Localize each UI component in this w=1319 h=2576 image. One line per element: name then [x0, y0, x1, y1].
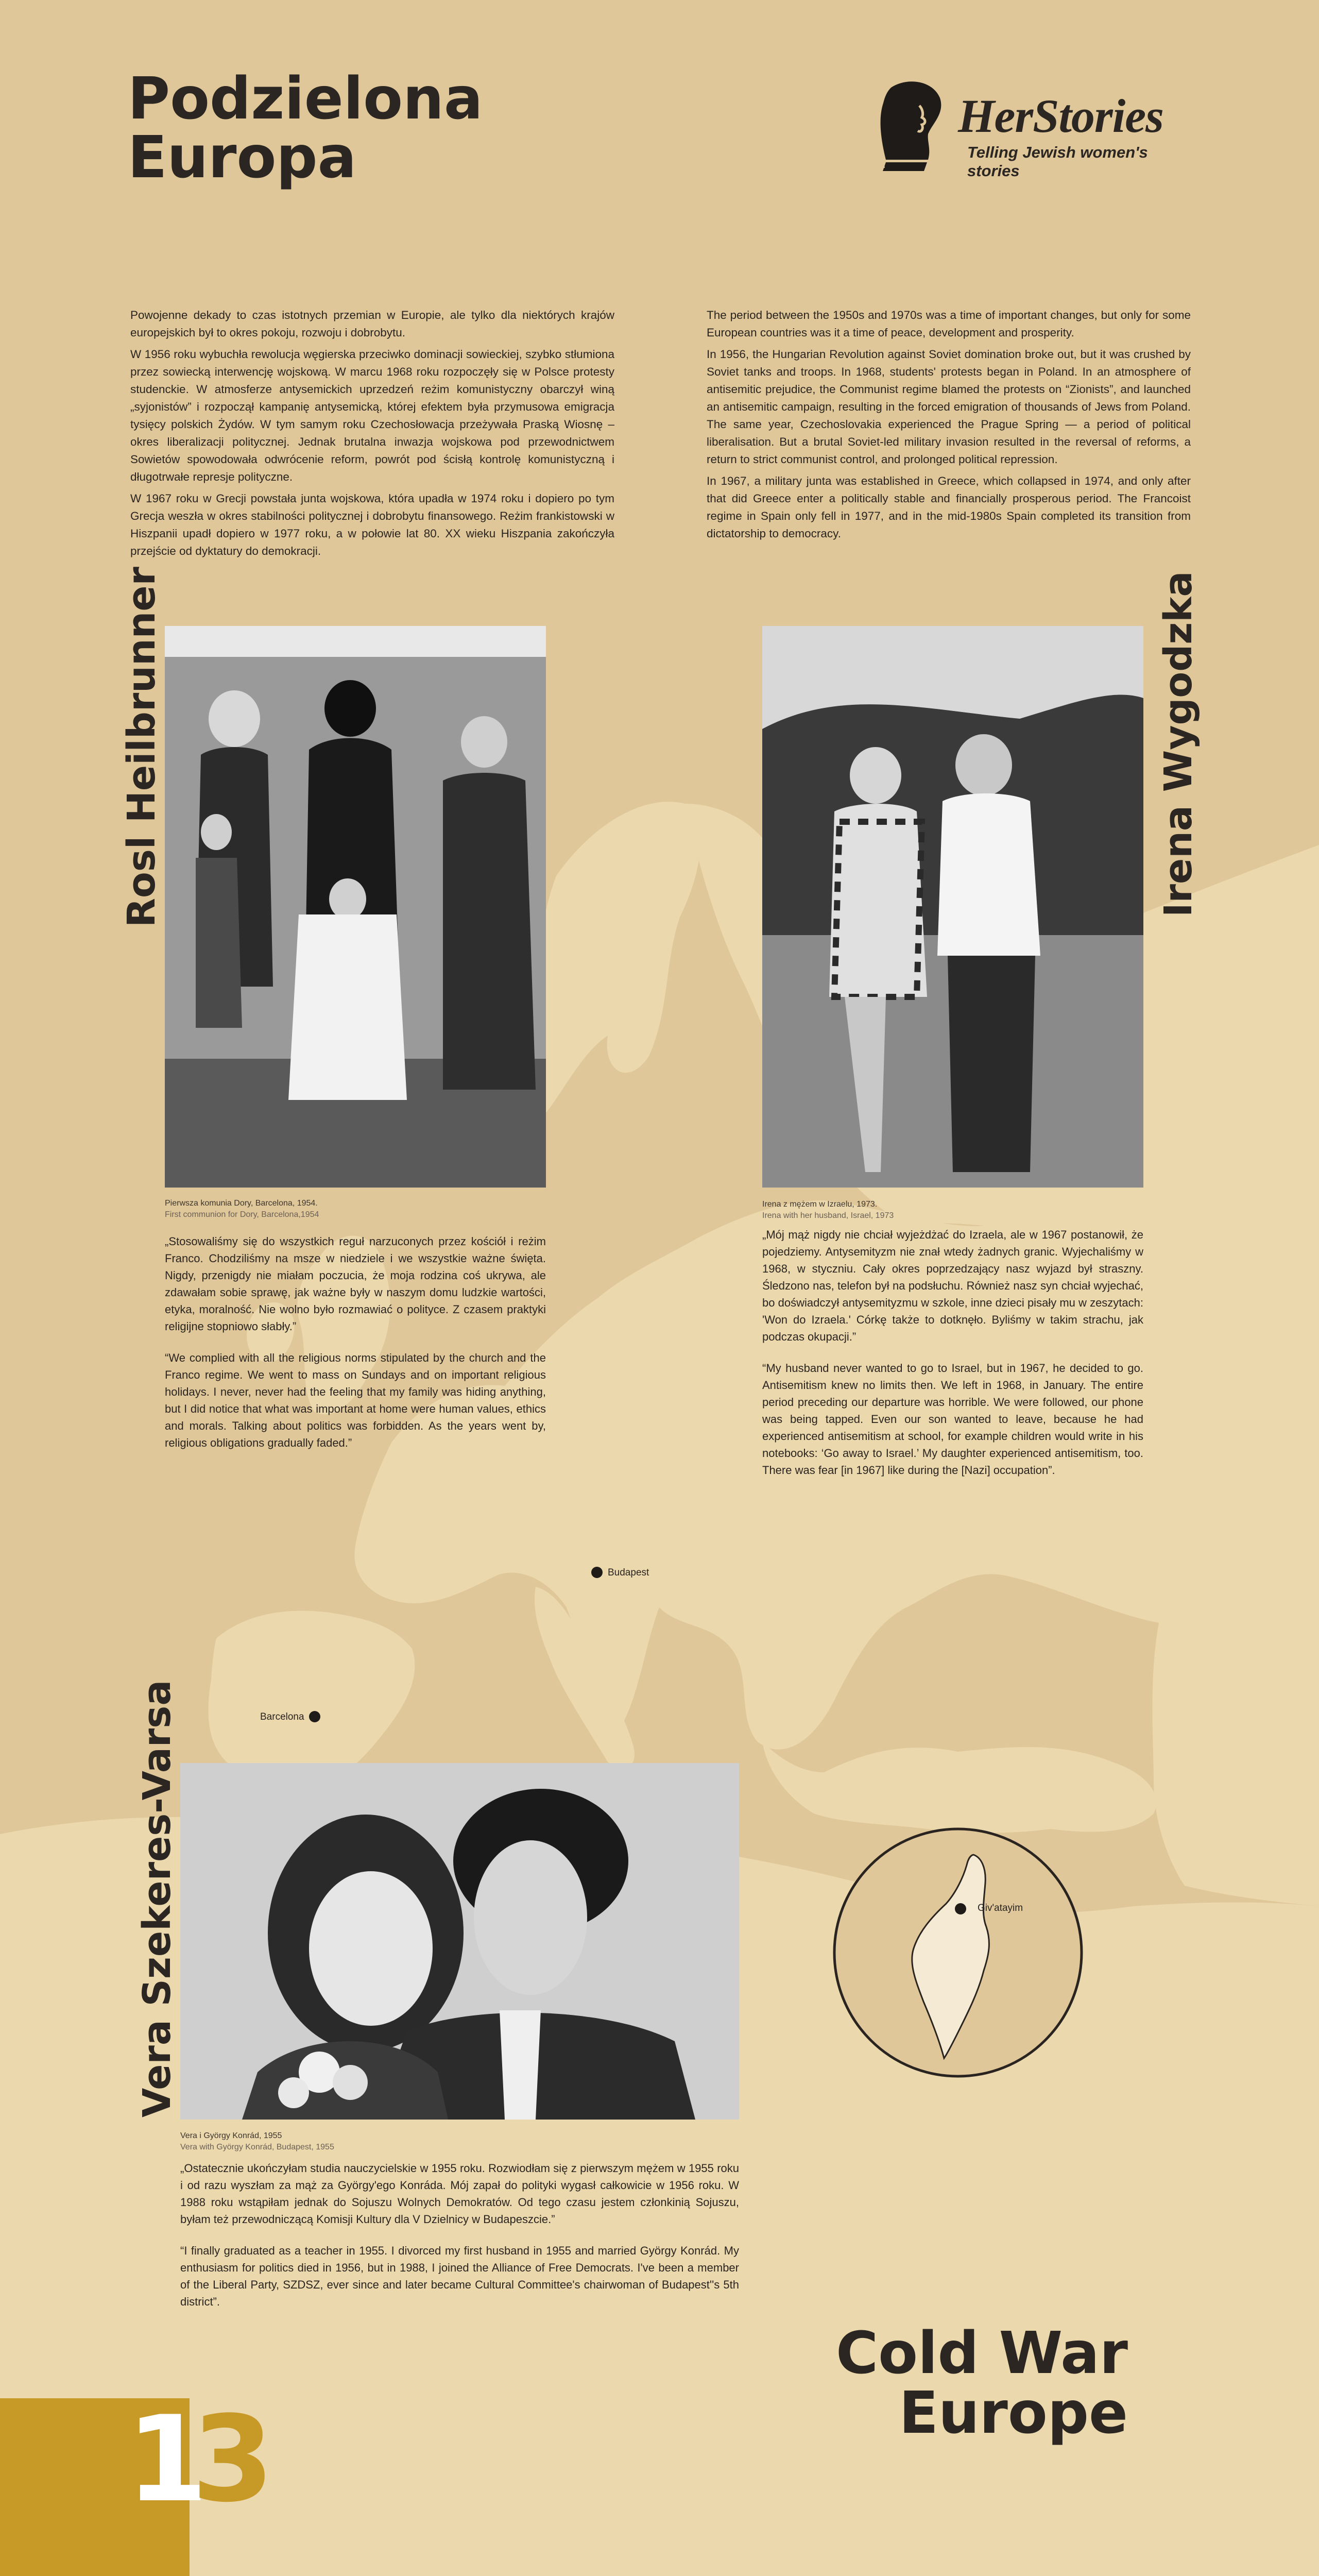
city-marker-budapest — [591, 1567, 603, 1578]
story-name-irena: Irena Wygodzka — [1156, 571, 1201, 917]
quote-irena — [762, 1226, 1143, 1493]
story-name-vera: Vera Szekeres-Varsa — [135, 1680, 179, 2117]
intro-pl-paragraph: Powojenne dekady to czas istotnych przemian w Europie, ale tylko dla niektórych krajów europejskich był to okres pokoju, rozwoju i dobrobytu. — [130, 309, 614, 339]
caption-vera — [180, 2130, 644, 2153]
caption-rosl — [165, 1198, 546, 1221]
quote-irena-en: “My husband never wanted to go to Israel, but in 1967, he decided to go. Antisemitism knew no limits then. We left in 1968, in January. The entire period preceding our departure was horrible. We were followed, our phone was being tapped. Even our son wanted to leave, because he had experienced antisemitism at school, for example children would write in his notebooks: ‘Go away to Israel.’ My daughter experienced antisemitism, too. There was fear [in 1967] like during the [Nazi] occupation”. — [762, 1362, 1143, 1477]
intro-text-en — [707, 307, 1191, 547]
turkey-land — [762, 1741, 1156, 1833]
quote-rosl-pl: „Stosowaliśmy się do wszystkich reguł narzuconych przez kościół i reżim Franco. Chodziliśmy na msze w niedziele i we wszystkie ważne święta. Nigdy, przenigdy nie miałam poczucia, że moja rodzina coś ukrywa, ale zdawałam sobie sprawę, jak ważne były w naszym domu ludzkie wartości, etyka, moralność. Nie wolno było rozmawiać o polityce. Z czasem praktyki religijne stopniowo słabły.” — [165, 1235, 546, 1333]
city-label-barcelona: Barcelona — [260, 1711, 304, 1722]
photo-vera-gyorgy — [180, 1763, 739, 2120]
black-sea-water — [961, 1623, 1103, 1700]
woman-profile-book-icon — [870, 77, 953, 175]
israel-inset-map — [832, 1826, 1084, 2079]
intro-pl-paragraph: W 1967 roku w Grecji powstała junta wojskowa, która upadła w 1974 roku i dopiero po tym Grecja weszła w okres stabilności politycznej i dobrobytu finansowego. Reżim frankistowski w Hiszpanii upadł dopiero w 1977 roku, a w połowie lat 80. XX wieku Hiszpania zakończyła przejście od dyktatury do demokracji. — [130, 492, 614, 557]
intro-pl-paragraph: W 1956 roku wybuchła rewolucja węgierska przeciwko dominacji sowieckiej, szybko stłumiona przez sowiecką interwencję wojskową. W marcu 1968 roku rozpoczęły się w Polsce protesty studenckie. W atmosferze antysemickich uprzedzeń reżim komunistyczny obarczył winą „syjonistów” i rozpoczął kampanię antysemicką, której efektem była przymusowa emigracja tysięcy polskich Żydów. W tym samym roku Czechosłowacja przeżywała Praską Wiosnę – okres liberalizacji politycznej. Jednak brutalna inwazja wojskowa pod przewodnictwem Sowietów spowodowała odwrócenie reform, powrót pod ścisłą kontrolę komunistyczną i długotrwałe represje polityczne. — [130, 348, 614, 483]
caption-rosl-pl: Pierwsza komunia Dory, Barcelona, 1954. — [165, 1199, 318, 1208]
intro-en-paragraph: In 1967, a military junta was established in Greece, which collapsed in 1974, and only after that did Greece enter a politically stable and financially prosperous period. The Francoist regime in Spain only fell in 1977, and in the mid-1980s Spain completed its transition from dictatorship to democracy. — [707, 474, 1191, 540]
caption-rosl-en: First communion for Dory, Barcelona,1954 — [165, 1210, 319, 1219]
intro-en-paragraph: In 1956, the Hungarian Revolution against Soviet domination broke out, but it was crushed by Soviet tanks and troops. In 1968, students' protests began in Poland. In an atmosphere of antisemitic prejudice, the Communist regime blamed the protests on “Zionists”, and launched an antisemitic campaign, resulting in the forced emigration of thousands of Jews from Poland. The same year, Czechoslovakia experienced the Prague Spring — a period of political liberalisation. But a brutal Soviet-led military invasion resulted in the reversal of reforms, a return to strict communist control, and prolonged political repression. — [707, 348, 1191, 466]
caption-vera-pl: Vera i György Konrád, 1955 — [180, 2131, 282, 2140]
story-name-rosl: Rosl Heilbrunner — [119, 566, 164, 927]
caption-irena-pl: Irena z mężem w Izraelu, 1973. — [762, 1200, 878, 1209]
city-marker-barcelona — [309, 1711, 320, 1722]
city-label-budapest: Budapest — [608, 1567, 649, 1578]
caption-irena — [762, 1199, 1143, 1222]
caption-irena-en: Irena with her husband, Israel, 1973 — [762, 1211, 894, 1220]
quote-rosl — [165, 1233, 546, 1466]
photo-first-communion — [165, 626, 546, 1188]
panel-number-first-digit: 1 — [126, 2391, 209, 2529]
page-title-en: Cold War Europe — [835, 2320, 1128, 2447]
quote-vera-pl: „Ostatecznie ukończyłam studia nauczycielskie w 1955 roku. Rozwiodłam się z pierwszym mężem w 1955 roku i od razu wyszłam za mąż za György'ego Konráda. Mój zapał do polityki wygasł całkowicie w 1956 roku. W 1988 roku wstąpiłam jednak do Sojuszu Wolnych Demokratów. Od tego czasu jestem członkinią Sojuszu, byłam też przewodniczącą Komisji Kultury dla V Dzielnicy w Budapeszcie.” — [180, 2162, 739, 2226]
quote-irena-pl: „Mój mąż nigdy nie chciał wyjeżdżać do Izraela, ale w 1967 postanowił, że pojedziemy. Antysemityzm nie znał wtedy żadnych granic. Wyjechaliśmy w 1968, w styczniu. Cały okres poprzedzający nasz wyjazd był straszny. Śledzono nas, telefon był na podsłuchu. Również nasz syn chciał wyjechać, bo doświadczył antysemityzmu w szkole, inne dzieci pisały mu w zeszytach: 'Won do Izraela.' Córkę także to dotknęło. Byliśmy w takim strachu, jak podczas okupacji.” — [762, 1228, 1143, 1343]
logo-wordmark: HerStories — [958, 90, 1163, 142]
herstories-logo — [870, 77, 1179, 180]
caption-vera-en: Vera with György Konrád, Budapest, 1955 — [180, 2143, 334, 2151]
quote-rosl-en: “We complied with all the religious norms stipulated by the church and the Franco regime. We went to mass on Sundays and on important religious holidays. I never, never had the feeling that my family was hiding anything, but I did notice that what was important at home were human values, ethics and morals. Talking about politics was forbidden. As the years went by, religious obligations gradually faded.” — [165, 1351, 546, 1449]
caucasus-land — [1153, 1614, 1319, 1906]
photo-irena-israel — [762, 626, 1143, 1188]
logo-tagline: Telling Jewish women's stories — [967, 143, 1148, 180]
intro-en-paragraph: The period between the 1950s and 1970s was a time of important changes, but only for some European countries was it a time of peace, development and prosperity. — [707, 309, 1191, 339]
page-title-pl: Podzielona Europa — [128, 65, 483, 191]
city-label-givatayim: Giv'atayim — [978, 1903, 1023, 1913]
quote-vera — [180, 2160, 739, 2325]
iberia-land — [208, 1611, 415, 1789]
panel-number-second-digit: 3 — [192, 2391, 275, 2529]
quote-vera-en: “I finally graduated as a teacher in 1955. I divorced my first husband in 1955 and married György Konrád. My enthusiasm for politics died in 1956, but in 1988, I joined the Alliance of Free Democrats. I've been a member of the Liberal Party, SZDSZ, ever since and later became Cultural Committee's chairwoman of Budapest''s 5th district”. — [180, 2244, 739, 2308]
intro-text-pl — [130, 307, 614, 564]
